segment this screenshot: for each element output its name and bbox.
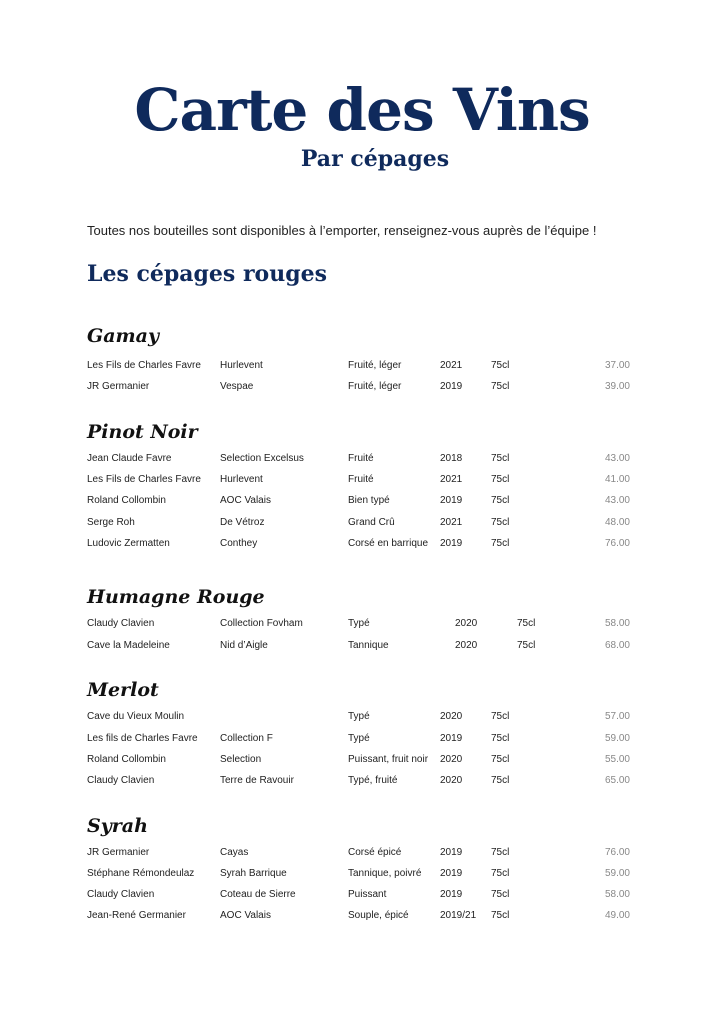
- wine-description: Typé, fruité: [348, 775, 398, 786]
- vintage: 2020: [455, 618, 478, 629]
- volume: 75cl: [491, 910, 510, 921]
- producer: Stéphane Rémondeulaz: [87, 868, 195, 879]
- producer: Claudy Clavien: [87, 618, 155, 629]
- producer: Roland Collombin: [87, 495, 166, 506]
- grape-heading-gamay: Gamay: [87, 325, 159, 347]
- wine-description: Puissant, fruit noir: [348, 754, 429, 765]
- wine-row: [0, 773, 724, 789]
- wine-description: Puissant: [348, 889, 387, 900]
- vintage: 2019/21: [440, 910, 477, 921]
- volume: 75cl: [491, 495, 510, 506]
- wine-name: Selection: [220, 754, 262, 765]
- wine-name: AOC Valais: [220, 495, 271, 506]
- producer: Les fils de Charles Favre: [87, 733, 198, 744]
- intro-text: Toutes nos bouteilles sont disponibles à l’emporter, renseignez-vous auprès de l’équipe !: [87, 223, 597, 238]
- producer: Cave la Madeleine: [87, 640, 170, 651]
- wine-description: Corsé en barrique: [348, 538, 429, 549]
- wine-description: Tannique, poivré: [348, 868, 422, 879]
- price: 59.00: [604, 733, 630, 744]
- producer: JR Germanier: [87, 381, 150, 392]
- producer: JR Germanier: [87, 847, 150, 858]
- wine-row: [0, 536, 724, 552]
- wine-description: Grand Crû: [348, 517, 395, 528]
- price: 59.00: [604, 868, 630, 879]
- grape-heading-merlot: Merlot: [87, 679, 159, 701]
- producer: Les Fils de Charles Favre: [87, 474, 201, 485]
- volume: 75cl: [491, 474, 510, 485]
- volume: 75cl: [491, 453, 510, 464]
- wine-description: Fruité: [348, 474, 374, 485]
- producer: Claudy Clavien: [87, 775, 155, 786]
- wine-row: [0, 493, 724, 509]
- volume: 75cl: [491, 711, 510, 722]
- vintage: 2019: [440, 847, 463, 858]
- wine-name: Hurlevent: [220, 474, 263, 485]
- grape-heading-humagne-rouge: Humagne Rouge: [87, 586, 265, 608]
- volume: 75cl: [517, 640, 536, 651]
- wine-name: Cayas: [220, 847, 249, 858]
- vintage: 2020: [440, 711, 463, 722]
- producer: Roland Collombin: [87, 754, 166, 765]
- vintage: 2020: [440, 775, 463, 786]
- wine-description: Typé: [348, 618, 370, 629]
- page-title: Carte des Vins: [134, 76, 590, 144]
- wine-description: Bien typé: [348, 495, 390, 506]
- price: 43.00: [604, 453, 630, 464]
- wine-name: Hurlevent: [220, 360, 263, 371]
- vintage: 2021: [440, 474, 463, 485]
- volume: 75cl: [491, 381, 510, 392]
- wine-name: Terre de Ravouir: [220, 775, 294, 786]
- volume: 75cl: [491, 360, 510, 371]
- wine-name: AOC Valais: [220, 910, 271, 921]
- price: 48.00: [604, 517, 630, 528]
- vintage: 2019: [440, 889, 463, 900]
- price: 58.00: [604, 889, 630, 900]
- producer: Cave du Vieux Moulin: [87, 711, 185, 722]
- wine-row: [0, 866, 724, 882]
- price: 58.00: [604, 618, 630, 629]
- price: 65.00: [604, 775, 630, 786]
- price: 55.00: [604, 754, 630, 765]
- grape-heading-pinot-noir: Pinot Noir: [87, 421, 198, 443]
- producer: Les Fils de Charles Favre: [87, 360, 201, 371]
- vintage: 2019: [440, 381, 463, 392]
- price: 43.00: [604, 495, 630, 506]
- wine-name: Conthey: [220, 538, 258, 549]
- wine-name: Vespae: [220, 381, 254, 392]
- wine-row: [0, 451, 724, 467]
- page-subtitle: Par cépages: [300, 146, 450, 172]
- volume: 75cl: [491, 733, 510, 744]
- wine-row: [0, 515, 724, 531]
- vintage: 2019: [440, 868, 463, 879]
- wine-name: De Vétroz: [220, 517, 265, 528]
- wine-description: Corsé épicé: [348, 847, 402, 858]
- producer: Claudy Clavien: [87, 889, 155, 900]
- wine-row: [0, 731, 724, 747]
- wine-row: [0, 638, 724, 654]
- volume: 75cl: [491, 754, 510, 765]
- producer: Ludovic Zermatten: [87, 538, 170, 549]
- volume: 75cl: [491, 868, 510, 879]
- wine-row: [0, 752, 724, 768]
- wine-name: Collection F: [220, 733, 273, 744]
- wine-row: [0, 616, 724, 632]
- producer: Jean-René Germanier: [87, 910, 186, 921]
- price: 68.00: [604, 640, 630, 651]
- wine-name: Syrah Barrique: [220, 868, 287, 879]
- vintage: 2019: [440, 733, 463, 744]
- vintage: 2020: [455, 640, 478, 651]
- wine-name: Selection Excelsus: [220, 453, 304, 464]
- volume: 75cl: [491, 538, 510, 549]
- price: 37.00: [604, 360, 630, 371]
- wine-description: Fruité, léger: [348, 360, 402, 371]
- wine-description: Typé: [348, 733, 370, 744]
- vintage: 2020: [440, 754, 463, 765]
- wine-description: Tannique: [348, 640, 389, 651]
- vintage: 2018: [440, 453, 463, 464]
- grape-heading-syrah: Syrah: [87, 815, 148, 837]
- section-title: Les cépages rouges: [87, 261, 327, 287]
- price: 39.00: [604, 381, 630, 392]
- volume: 75cl: [517, 618, 536, 629]
- price: 76.00: [604, 847, 630, 858]
- wine-row: [0, 845, 724, 861]
- wine-row: [0, 709, 724, 725]
- price: 57.00: [604, 711, 630, 722]
- producer: Jean Claude Favre: [87, 453, 172, 464]
- wine-description: Typé: [348, 711, 370, 722]
- wine-name: Collection Fovham: [220, 618, 303, 629]
- wine-name: Nid d’Aigle: [220, 640, 268, 651]
- producer: Serge Roh: [87, 517, 135, 528]
- vintage: 2021: [440, 360, 463, 371]
- wine-description: Fruité, léger: [348, 381, 402, 392]
- wine-row: [0, 908, 724, 924]
- volume: 75cl: [491, 847, 510, 858]
- wine-description: Souple, épicé: [348, 910, 409, 921]
- price: 76.00: [604, 538, 630, 549]
- wine-name: Coteau de Sierre: [220, 889, 296, 900]
- volume: 75cl: [491, 889, 510, 900]
- volume: 75cl: [491, 775, 510, 786]
- wine-description: Fruité: [348, 453, 374, 464]
- volume: 75cl: [491, 517, 510, 528]
- wine-row: [0, 887, 724, 903]
- wine-row: [0, 379, 724, 395]
- vintage: 2019: [440, 538, 463, 549]
- wine-row: [0, 472, 724, 488]
- vintage: 2021: [440, 517, 463, 528]
- vintage: 2019: [440, 495, 463, 506]
- price: 49.00: [604, 910, 630, 921]
- price: 41.00: [604, 474, 630, 485]
- wine-row: [0, 358, 724, 374]
